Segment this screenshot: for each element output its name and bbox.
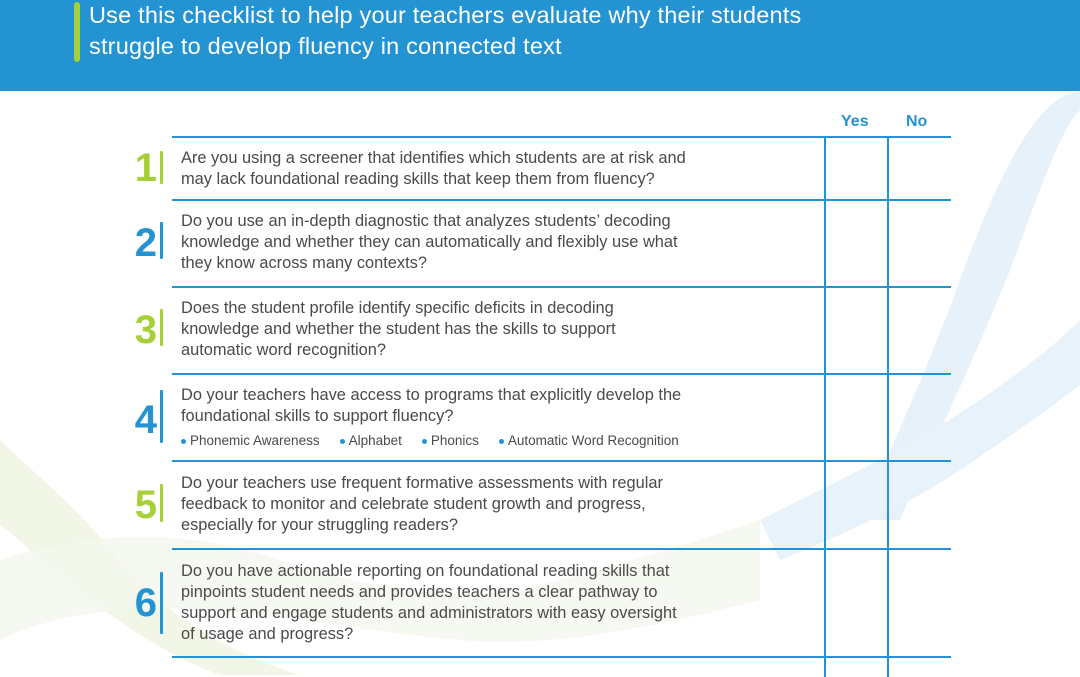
row-question-text: Does the student profile identify specific deficits in decoding knowledge and whether the student has the skills to support automatic word recognition?	[181, 299, 616, 359]
column-header-no: No	[906, 113, 928, 130]
bullet-dot-icon	[181, 439, 186, 444]
row-number-1: 1	[134, 146, 156, 190]
row-2-yes-checkbox[interactable]	[826, 201, 887, 286]
row-6-yes-checkbox[interactable]	[826, 550, 887, 656]
row-number-bar	[160, 222, 163, 259]
row-question-text: Do you have actionable reporting on foundational reading skills that pinpoints student needs and provides teachers a clear pathway to support and engage students and administrators with easy oversight of usage and progress?	[181, 562, 677, 643]
row-1-no-checkbox[interactable]	[889, 138, 950, 199]
row-1-yes-checkbox[interactable]	[826, 138, 887, 199]
row-3-yes-checkbox[interactable]	[826, 288, 887, 373]
row-number-bar	[160, 309, 163, 346]
row-question-text: Are you using a screener that identifies which students are at risk and may lack foundational reading skills that keep them from fluency?	[181, 149, 686, 188]
bullet-item: Alphabet	[340, 432, 402, 450]
row-4-no-checkbox[interactable]	[889, 375, 950, 460]
row-question-text: Do your teachers use frequent formative assessments with regular feedback to monitor and celebrate student growth and progress, especially for your struggling readers?	[181, 474, 663, 534]
row-3-no-checkbox[interactable]	[889, 288, 950, 373]
row-number-6: 6	[134, 581, 156, 625]
row-5-no-checkbox[interactable]	[889, 462, 950, 548]
row-number-2: 2	[134, 221, 156, 265]
row-6-no-checkbox[interactable]	[889, 550, 950, 656]
bullet-item: Phonemic Awareness	[181, 432, 320, 450]
row-5-yes-checkbox[interactable]	[826, 462, 887, 548]
row-number-4: 4	[134, 398, 156, 442]
row-divider	[172, 656, 951, 658]
row-number-5: 5	[134, 483, 156, 527]
page-title-line-2: struggle to develop fluency in connected text	[89, 33, 562, 59]
row-question-text: Do your teachers have access to programs that explicitly develop the foundational skills to support fluency?	[181, 386, 682, 425]
bullet-dot-icon	[340, 439, 345, 444]
column-header-yes: Yes	[841, 113, 869, 130]
skills-bullet-list	[181, 432, 821, 450]
bullet-item: Automatic Word Recognition	[499, 432, 679, 450]
row-number-bar	[160, 151, 163, 184]
bullet-dot-icon	[422, 439, 427, 444]
row-4-yes-checkbox[interactable]	[826, 375, 887, 460]
bullet-dot-icon	[499, 439, 504, 444]
row-question-text: Do you use an in-depth diagnostic that analyzes students’ decoding knowledge and whether they can automatically and flexibly use what they know across many contexts?	[181, 212, 678, 272]
bullet-item: Phonics	[422, 432, 479, 450]
row-number-3: 3	[134, 308, 156, 352]
row-2-no-checkbox[interactable]	[889, 201, 950, 286]
row-number-bar	[160, 484, 163, 522]
row-number-bar	[160, 572, 163, 634]
page-title-line-1: Use this checklist to help your teachers evaluate why their students	[89, 2, 802, 28]
row-number-bar	[160, 390, 163, 443]
